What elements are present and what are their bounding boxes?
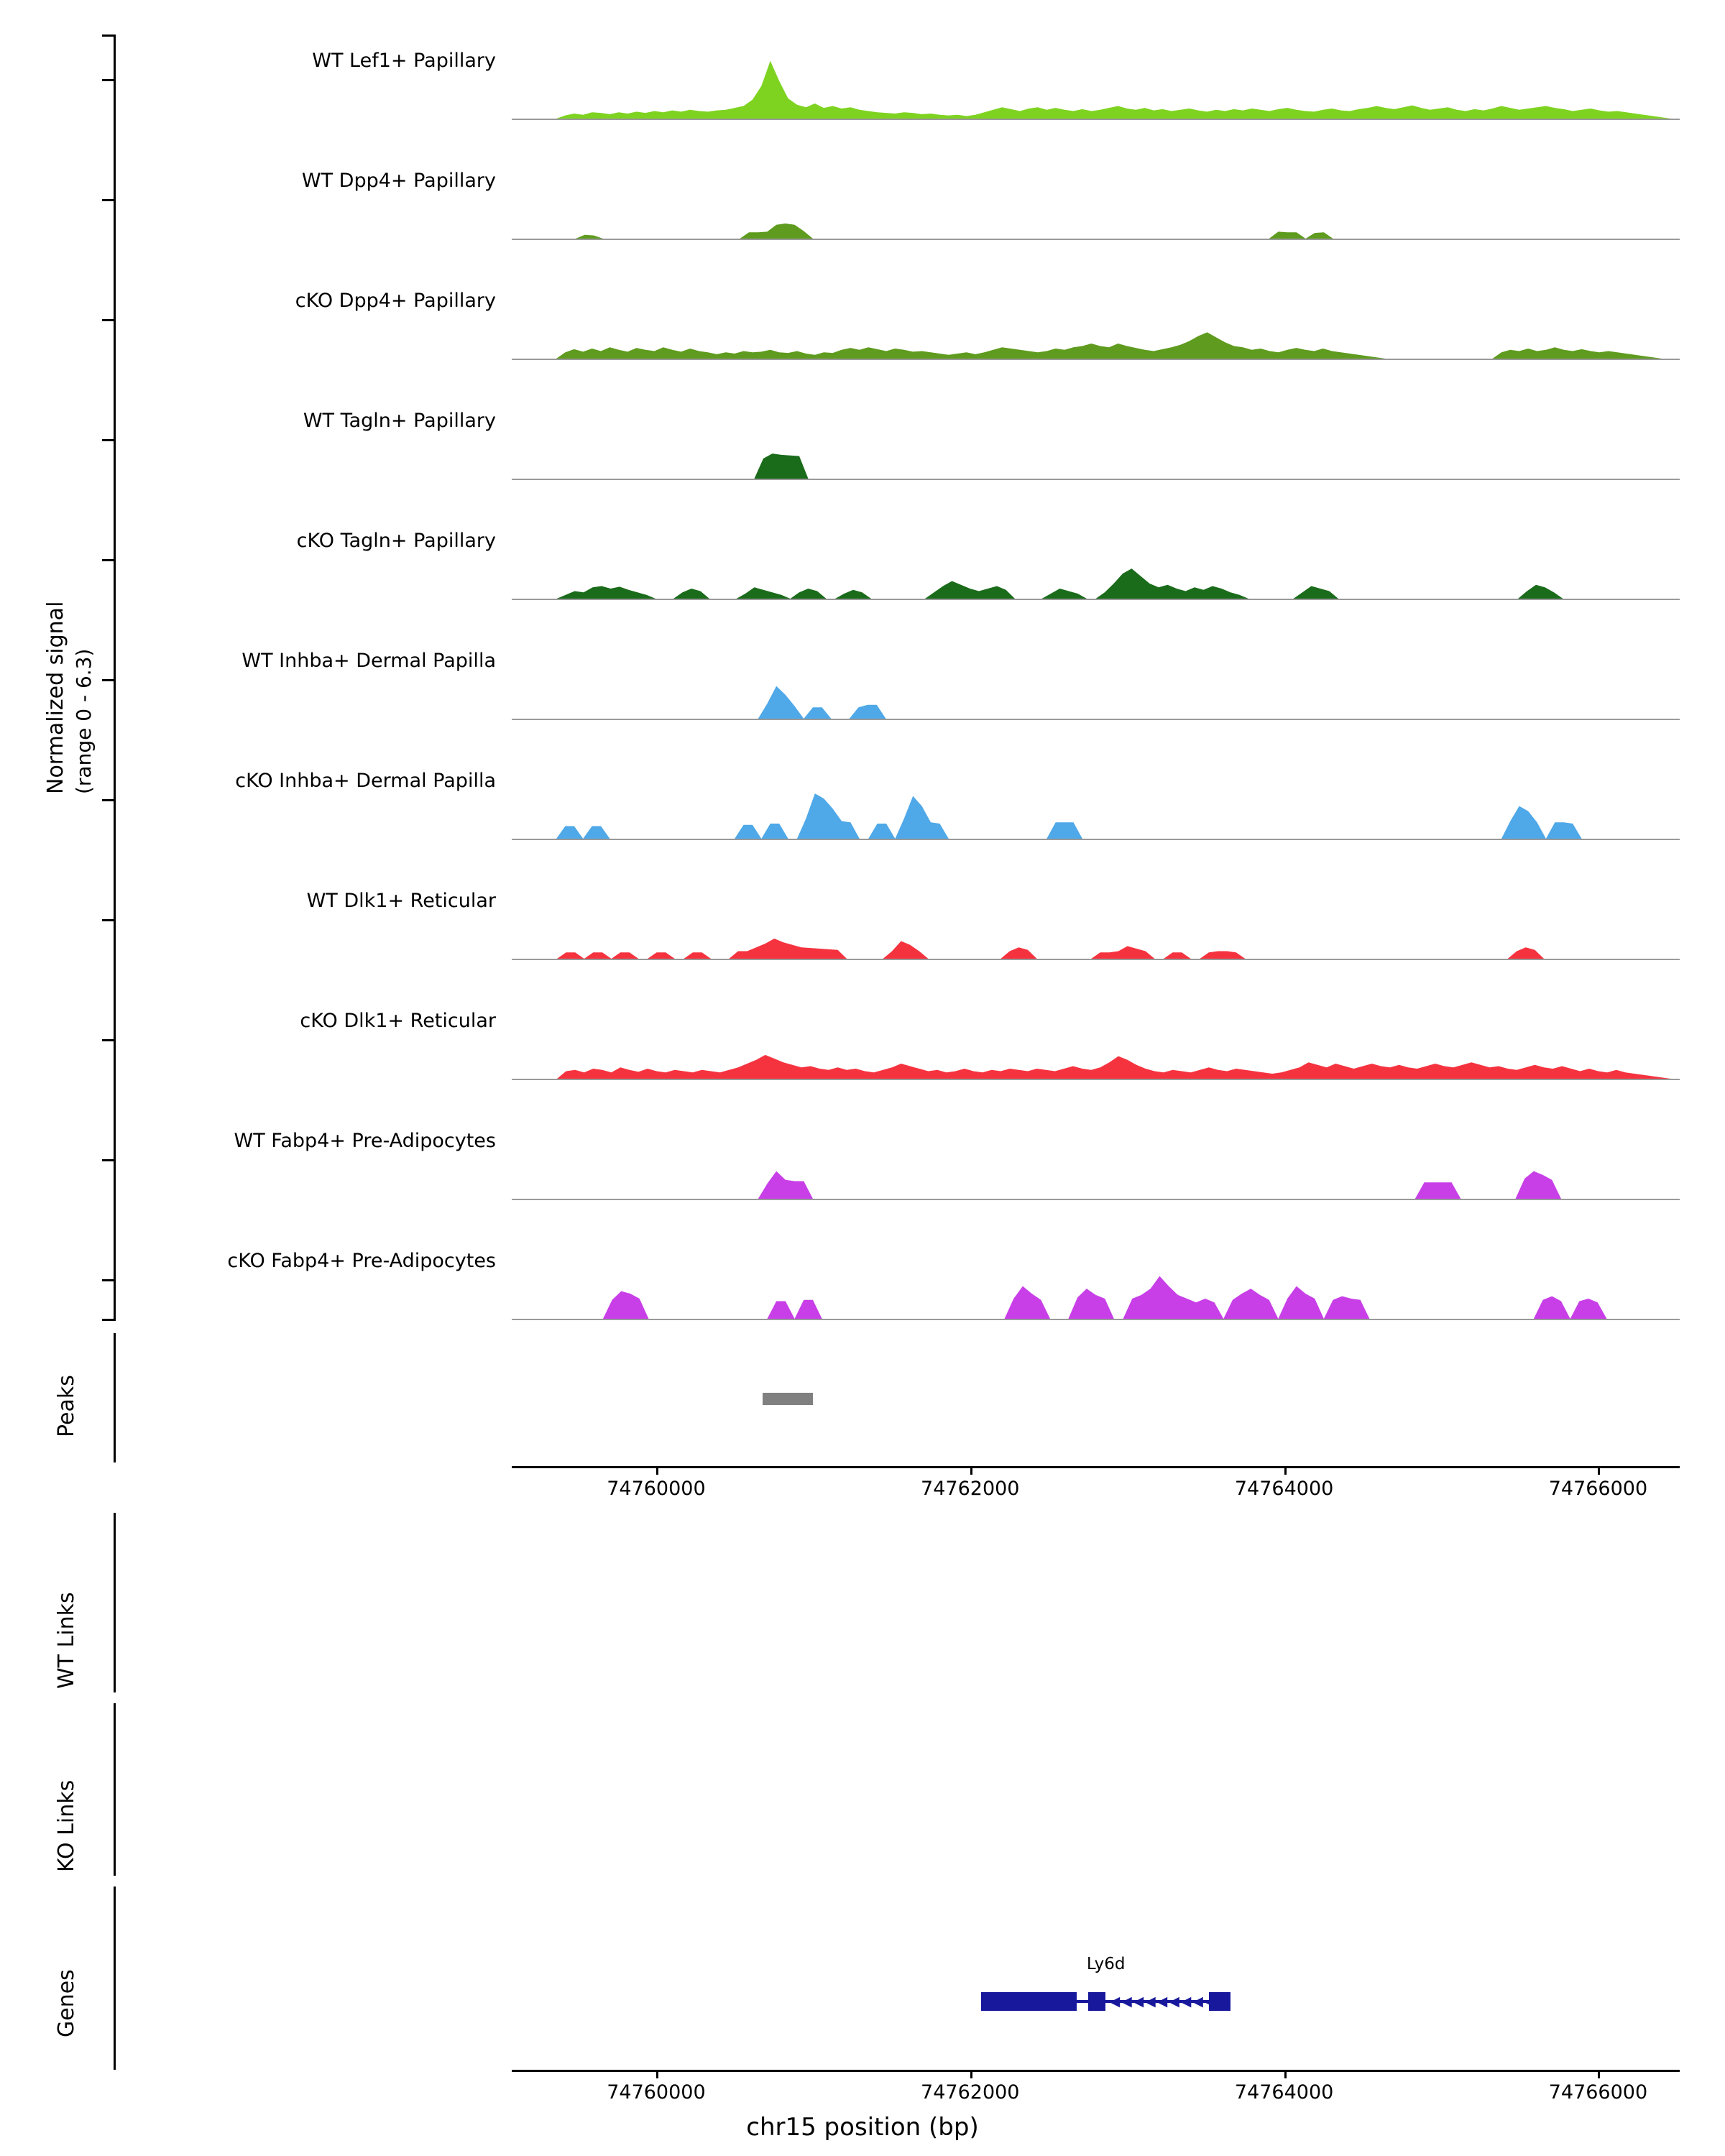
- track-axis-tick: [102, 1039, 115, 1041]
- peaks-axis-rule: [114, 1333, 116, 1462]
- track-baseline: [512, 1199, 1680, 1200]
- track-plot-area: [512, 880, 1680, 959]
- axis-tick: [1284, 1466, 1287, 1475]
- signal-track: [0, 40, 1725, 126]
- track-axis-tick: [102, 1279, 115, 1281]
- section-label-genes: Genes: [54, 1969, 79, 2037]
- axis-tick: [656, 1466, 658, 1475]
- axis-tick-label: 74764000: [1234, 1478, 1334, 1500]
- signal-track: [0, 1000, 1725, 1086]
- track-signal-area: [512, 1240, 1680, 1319]
- axis-tick-label: 74766000: [1548, 1478, 1648, 1500]
- track-signal-area: [512, 160, 1680, 239]
- track-plot-area: [512, 1240, 1680, 1319]
- signal-track: [0, 880, 1725, 966]
- track-plot-area: [512, 1120, 1680, 1199]
- gene-exon: [1088, 1992, 1105, 2011]
- track-plot-area: [512, 280, 1680, 359]
- track-baseline: [512, 959, 1680, 960]
- wt-links-axis-rule: [114, 1513, 116, 1692]
- track-label: cKO Dlk1+ Reticular: [300, 1010, 496, 1032]
- track-axis-tick: [102, 319, 115, 321]
- track-axis-tick: [102, 679, 115, 681]
- track-axis-tick: [102, 799, 115, 801]
- track-baseline: [512, 839, 1680, 840]
- axis-tick-label: 74764000: [1234, 2081, 1334, 2104]
- track-signal-area: [512, 640, 1680, 719]
- axis-tick: [970, 1466, 972, 1475]
- track-label: cKO Inhba+ Dermal Papilla: [235, 770, 496, 792]
- axis-tick: [656, 2070, 658, 2078]
- track-label: WT Lef1+ Papillary: [312, 50, 496, 72]
- track-baseline: [512, 719, 1680, 720]
- gene-strand-arrow-icon: ◀: [1156, 1994, 1168, 2009]
- y-axis-label-line2: (range 0 - 6.3): [72, 648, 96, 794]
- track-baseline: [512, 119, 1680, 120]
- track-label: cKO Fabp4+ Pre-Adipocytes: [227, 1250, 496, 1272]
- gene-strand-arrow-icon: ◀: [1109, 1994, 1121, 2009]
- track-axis-tick: [102, 1319, 115, 1321]
- signal-track: [0, 1240, 1725, 1326]
- signal-track: [0, 160, 1725, 246]
- track-signal-area: [512, 760, 1680, 839]
- ko-links-axis-rule: [114, 1703, 116, 1876]
- x-axis-top: [512, 1466, 1680, 1509]
- track-label: cKO Dpp4+ Papillary: [295, 290, 496, 312]
- x-axis-bottom: [512, 2070, 1680, 2113]
- gene-strand-arrow-icon: ◀: [1121, 1994, 1132, 2009]
- axis-tick-label: 74760000: [607, 2081, 706, 2104]
- track-signal-area: [512, 280, 1680, 359]
- gene-strand-arrow-icon: ◀: [1204, 1994, 1215, 2009]
- track-axis-tick: [102, 439, 115, 441]
- track-label: WT Fabp4+ Pre-Adipocytes: [234, 1130, 496, 1152]
- peak-region: [763, 1393, 813, 1405]
- axis-tick: [1284, 2070, 1287, 2078]
- signal-track: [0, 400, 1725, 486]
- track-plot-area: [512, 1000, 1680, 1079]
- track-axis-tick: [102, 1159, 115, 1161]
- gene-strand-arrow-icon: ◀: [1192, 1994, 1203, 2009]
- signal-track: [0, 520, 1725, 606]
- axis-tick: [970, 2070, 972, 2078]
- track-plot-area: [512, 640, 1680, 719]
- gene-name-label: Ly6d: [1086, 1955, 1126, 1973]
- track-plot-area: [512, 160, 1680, 239]
- section-label-wt-links: WT Links: [54, 1592, 79, 1689]
- x-axis-title: chr15 position (bp): [746, 2113, 979, 2142]
- gene-strand-arrow-icon: ◀: [1169, 1994, 1179, 2009]
- axis-tick-label: 74766000: [1548, 2081, 1648, 2104]
- signal-track: [0, 1120, 1725, 1206]
- section-label-peaks: Peaks: [54, 1375, 79, 1437]
- signal-track: [0, 280, 1725, 366]
- track-baseline: [512, 479, 1680, 480]
- track-plot-area: [512, 400, 1680, 479]
- gene-strand-arrow-icon: ◀: [1145, 1994, 1156, 2009]
- track-axis-tick: [102, 79, 115, 81]
- track-label: cKO Tagln+ Papillary: [296, 530, 496, 552]
- track-axis-tick: [102, 559, 115, 561]
- gene-exon: [981, 1992, 1077, 2011]
- axis-line: [512, 1466, 1680, 1468]
- track-signal-area: [512, 40, 1680, 119]
- axis-line: [512, 2070, 1680, 2072]
- signal-track: [0, 760, 1725, 846]
- track-baseline: [512, 599, 1680, 600]
- track-signal-area: [512, 400, 1680, 479]
- signal-track: [0, 640, 1725, 726]
- track-plot-area: [512, 40, 1680, 119]
- track-baseline: [512, 1079, 1680, 1080]
- section-label-ko-links: KO Links: [54, 1779, 79, 1872]
- genes-axis-rule: [114, 1886, 116, 2070]
- axis-tick: [1598, 1466, 1600, 1475]
- track-label: WT Tagln+ Papillary: [303, 410, 496, 432]
- peaks-track: [512, 1387, 1680, 1409]
- axis-tick-label: 74762000: [921, 1478, 1020, 1500]
- track-label: WT Dlk1+ Reticular: [306, 890, 496, 912]
- track-signal-area: [512, 1000, 1680, 1079]
- y-axis-label-line1: Normalized signal: [43, 601, 68, 794]
- track-axis-tick: [102, 199, 115, 201]
- track-plot-area: [512, 520, 1680, 599]
- axis-tick-label: 74762000: [921, 2081, 1020, 2104]
- axis-tick-label: 74760000: [607, 1478, 706, 1500]
- genes-track: [512, 1955, 1680, 2048]
- track-signal-area: [512, 1120, 1680, 1199]
- axis-tick: [1598, 2070, 1600, 2078]
- track-plot-area: [512, 760, 1680, 839]
- track-label: WT Inhba+ Dermal Papilla: [242, 650, 496, 672]
- track-baseline: [512, 359, 1680, 360]
- gene-strand-arrow-icon: ◀: [1180, 1994, 1192, 2009]
- track-axis-tick: [102, 34, 115, 37]
- track-signal-area: [512, 880, 1680, 959]
- track-label: WT Dpp4+ Papillary: [301, 170, 496, 192]
- gene-strand-arrow-icon: ◀: [1133, 1994, 1144, 2009]
- track-baseline: [512, 1319, 1680, 1320]
- track-axis-tick: [102, 919, 115, 921]
- track-baseline: [512, 239, 1680, 240]
- track-signal-area: [512, 520, 1680, 599]
